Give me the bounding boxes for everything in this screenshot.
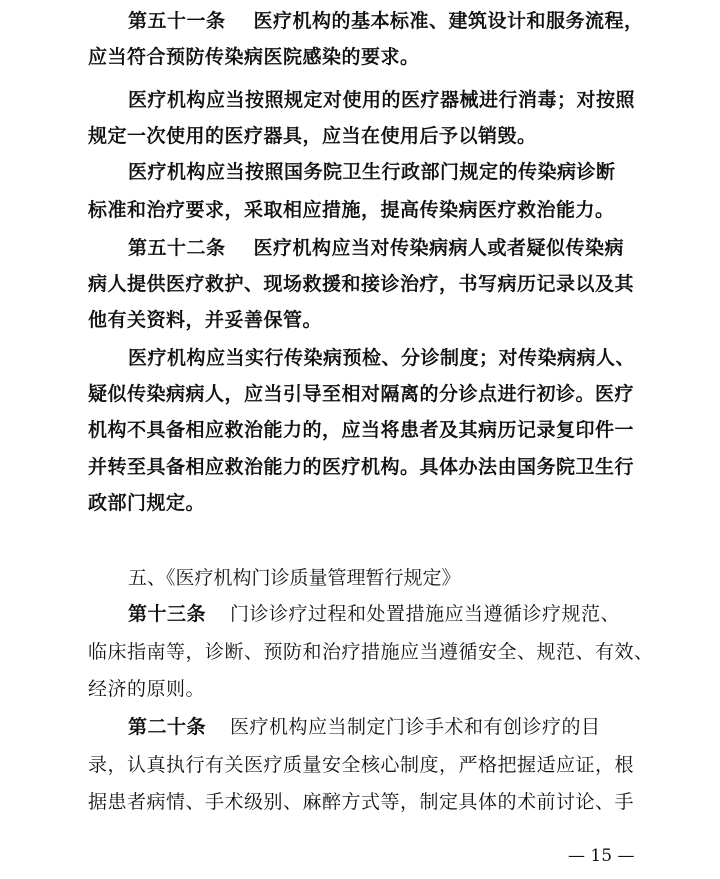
article-51-text: 医疗机构的基本标准、建筑设计和服务流程，	[253, 10, 644, 32]
article-51-number: 第五十一条	[128, 10, 226, 32]
article-52-line-2: 病人提供医疗救护、现场救援和接诊治疗，书写病历记录以及其	[88, 273, 635, 295]
paragraph-triage-line-3: 机构不具备相应救治能力的，应当将患者及其病历记录复印件一	[88, 419, 635, 441]
article-13-line-3: 经济的原则。	[88, 678, 206, 700]
article-13-line-2: 临床指南等，诊断、预防和治疗措施应当遵循安全、规范、有效、	[88, 641, 654, 663]
paragraph-standards-line-1: 医疗机构应当按照国务院卫生行政部门规定的传染病诊断	[128, 161, 616, 183]
article-20-text: 医疗机构应当制定门诊手术和有创诊疗的目	[230, 716, 601, 738]
article-20-line-3: 据患者病情、手术级别、麻醉方式等，制定具体的术前讨论、手	[88, 791, 635, 813]
paragraph-standards-line-2: 标准和治疗要求，采取相应措施，提高传染病医疗救治能力。	[88, 199, 615, 221]
paragraph-disinfection-line-2: 规定一次使用的医疗器具，应当在使用后予以销毁。	[88, 125, 537, 147]
paragraph-disinfection-line-1: 医疗机构应当按照规定对使用的医疗器械进行消毒；对按照	[128, 89, 636, 111]
article-20-line-1	[128, 715, 601, 740]
article-52-line-1	[128, 236, 624, 261]
article-20-line-2: 录，认真执行有关医疗质量安全核心制度，严格把握适应证，根	[88, 754, 635, 776]
paragraph-triage-line-5: 政部门规定。	[88, 492, 206, 514]
article-20-number: 第二十条	[128, 716, 207, 738]
paragraph-triage-line-4: 并转至具备相应救治能力的医疗机构。具体办法由国务院卫生行	[88, 456, 635, 478]
article-52-number: 第五十二条	[128, 237, 226, 259]
article-51-line-2: 应当符合预防传染病医院感染的要求。	[88, 46, 420, 68]
article-52-line-3: 他有关资料，并妥善保管。	[88, 309, 323, 331]
article-51-line-1	[128, 9, 644, 34]
paragraph-triage-line-1: 医疗机构应当实行传染病预检、分诊制度；对传染病病人、	[128, 347, 636, 369]
section-heading: 五、《医疗机构门诊质量管理暂行规定》	[128, 567, 461, 589]
page-number: — 15 —	[568, 846, 635, 866]
paragraph-triage-line-2: 疑似传染病病人，应当引导至相对隔离的分诊点进行初诊。医疗	[88, 383, 635, 405]
article-52-text: 医疗机构应当对传染病病人或者疑似传染病	[253, 237, 625, 259]
article-13-line-1	[128, 602, 620, 627]
article-13-text: 门诊诊疗过程和处置措施应当遵循诊疗规范、	[230, 603, 621, 625]
article-13-number: 第十三条	[128, 603, 207, 625]
